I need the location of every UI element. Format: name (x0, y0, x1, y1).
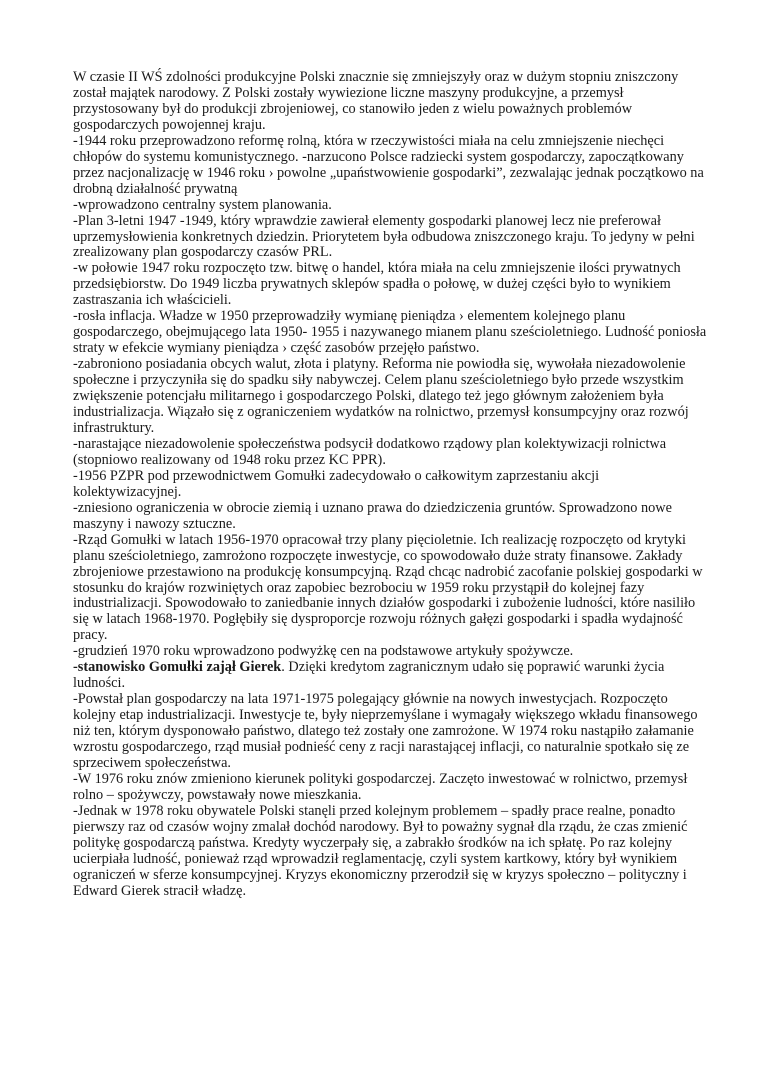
paragraph-plan-1971-1975: -Powstał plan gospodarczy na lata 1971-1975 polegający głównie na nowych inwestycjach. Rozpoczęto kolejny etap industrializacji. Inwestycje te, były nieprzemyślane i wymagały większego wkładu finansowego niż ten, którym dysponowało państwo, dlatego też zostały one zamrożone. W 1974 roku nastąpiło załamanie wzrostu gospodarczego, rząd musiał podnieść ceny z racji narastającej inflacji, co naturalnie spotkało się ze sprzeciwem społeczeństwa. (73, 691, 698, 771)
gierek-rest-text: . Dzięki kredytom zagranicznym udało się poprawić warunki życia ludności. (73, 659, 665, 692)
paragraph-battle-for-trade: -w połowie 1947 roku rozpoczęto tzw. bitwę o handel, która miała na celu zmniejszenie ilości prywatnych przedsiębiorstw. Do 1949 liczba prywatnych sklepów spadła o połowę, w dużej części było to wynikiem zastraszania ich właścicieli. (73, 260, 681, 309)
paragraph-december-1970: -grudzień 1970 roku wprowadzono podwyżkę cen na podstawowe artykuły spożywcze. (73, 643, 574, 660)
gierek-bold-text: -stanowisko Gomułki zajął Gierek (73, 659, 282, 676)
paragraph-gierek (73, 660, 709, 692)
paragraph-1956-pzpr: -1956 PZPR pod przewodnictwem Gomułki zadecydowało o całkowitym zaprzestaniu akcji kolektywizacyjnej. (73, 467, 600, 500)
paragraph-1976: -W 1976 roku znów zmieniono kierunek polityki gospodarczej. Zaczęto inwestować w rolnictwo, przemysł rolno – spożywczy, powstawały nowe mieszkania. (73, 770, 688, 803)
document-page (73, 70, 709, 900)
paragraph-gomulka-plans: -Rząd Gomułki w latach 1956-1970 opracował trzy plany pięcioletnie. Ich realizację rozpoczęto od krytyki planu sześcioletniego, zamrożono rozpoczęte inwestycje, co spowodowało duże straty finansowe. Zakłady zbrojeniowe przestawiono na produkcję konsumpcyjną. Rząd chcąc nadrobić zacofanie polskiej gospodarki w stosunku do krajów rozwiniętych oraz zapobiec bezrobociu w 1959 roku przystąpił do kolejnej fazy industrializacji. Spowodowało to zaniedbanie innych działów gospodarki i zubożenie ludności, które nasiliło się w latach 1968-1970. Pogłębiły się dysproporcje rozwoju różnych gałęzi gospodarki i spadła wydajność pracy. (73, 531, 703, 644)
paragraph-collectivization: -narastające niezadowolenie społeczeństwa podsycił dodatkowo rządowy plan kolektywizacji rolnictwa (stopniowo realizowany od 1948 roku przez KC PPR). (73, 435, 667, 468)
paragraph-six-year-plan: -zabroniono posiadania obcych walut, złota i platyny. Reforma nie powiodła się, wywołała niezadowolenie społeczne i przyczyniła się do spadku siły nabywczej. Celem planu sześcioletniego było przede wszystkim zwiększenie potencjału militarnego i gospodarczego Polski, dlatego też jego głównym założeniem była industrializacja. Wiązało się z ograniczeniem wydatków na rolnictwo, przemysł konsumpcyjny oraz rozwój infrastruktury. (73, 356, 689, 436)
paragraph-3-year-plan: -Plan 3-letni 1947 -1949, który wprawdzie zawierał elementy gospodarki planowej lecz nie preferował uprzemysłowienia konkretnych dziedzin. Priorytetem była odbudowa zniszczonego kraju. To jedyny w pełni zrealizowany plan gospodarczy czasów PRL. (73, 212, 695, 261)
paragraph-1944-reform: -1944 roku przeprowadzono reformę rolną, która w rzeczywistości miała na celu zmniejszenie niechęci chłopów do systemu komunistycznego. -narzucono Polsce radziecki system gospodarczy, zapoczątkowany przez nacjonalizację w 1946 roku › powolne „upaństwowienie gospodarki”, zezwalając jednak początkowo na drobną działalność prywatną (73, 132, 704, 197)
paragraph-central-planning: -wprowadzono centralny system planowania. (73, 196, 332, 213)
paragraph-1978-crisis: -Jednak w 1978 roku obywatele Polski stanęli przed kolejnym problemem – spadły prace realne, ponadto pierwszy raz od czasów wojny zmalał dochód narodowy. Był to poważny sygnał dla rządu, że czas zmienić politykę gospodarczą państwa. Kredyty wyczerpały się, a zabrakło środków na ich spłatę. Po raz kolejny ucierpiała ludność, ponieważ rząd wprowadził reglamentację, czyli system kartkowy, który był wynikiem ograniczeń w sferze konsumpcyjnej. Kryzys ekonomiczny przerodził się w kryzys społeczno – polityczny i Edward Gierek stracił władzę. (73, 802, 688, 899)
paragraph-land-rights: -zniesiono ograniczenia w obrocie ziemią i uznano prawa do dziedziczenia gruntów. Sprowadzono nowe maszyny i nawozy sztuczne. (73, 499, 672, 532)
paragraph-intro: W czasie II WŚ zdolności produkcyjne Polski znacznie się zmniejszyły oraz w dużym stopniu zniszczony został majątek narodowy. Z Polski zostały wywiezione liczne maszyny produkcyjne, a przemysł przystosowany był do produkcji zbrojeniowej, co stanowiło jeden z wielu poważnych problemów gospodarczych powojennej kraju. (73, 69, 679, 133)
paragraph-inflation: -rosła inflacja. Władze w 1950 przeprowadziły wymianę pieniądza › elementem kolejnego planu gospodarczego, obejmującego lata 1950- 1955 i nazywanego mianem planu sześcioletniego. Ludność poniosła straty w efekcie wymiany pieniądza › część zasobów przejęło państwo. (73, 308, 707, 357)
